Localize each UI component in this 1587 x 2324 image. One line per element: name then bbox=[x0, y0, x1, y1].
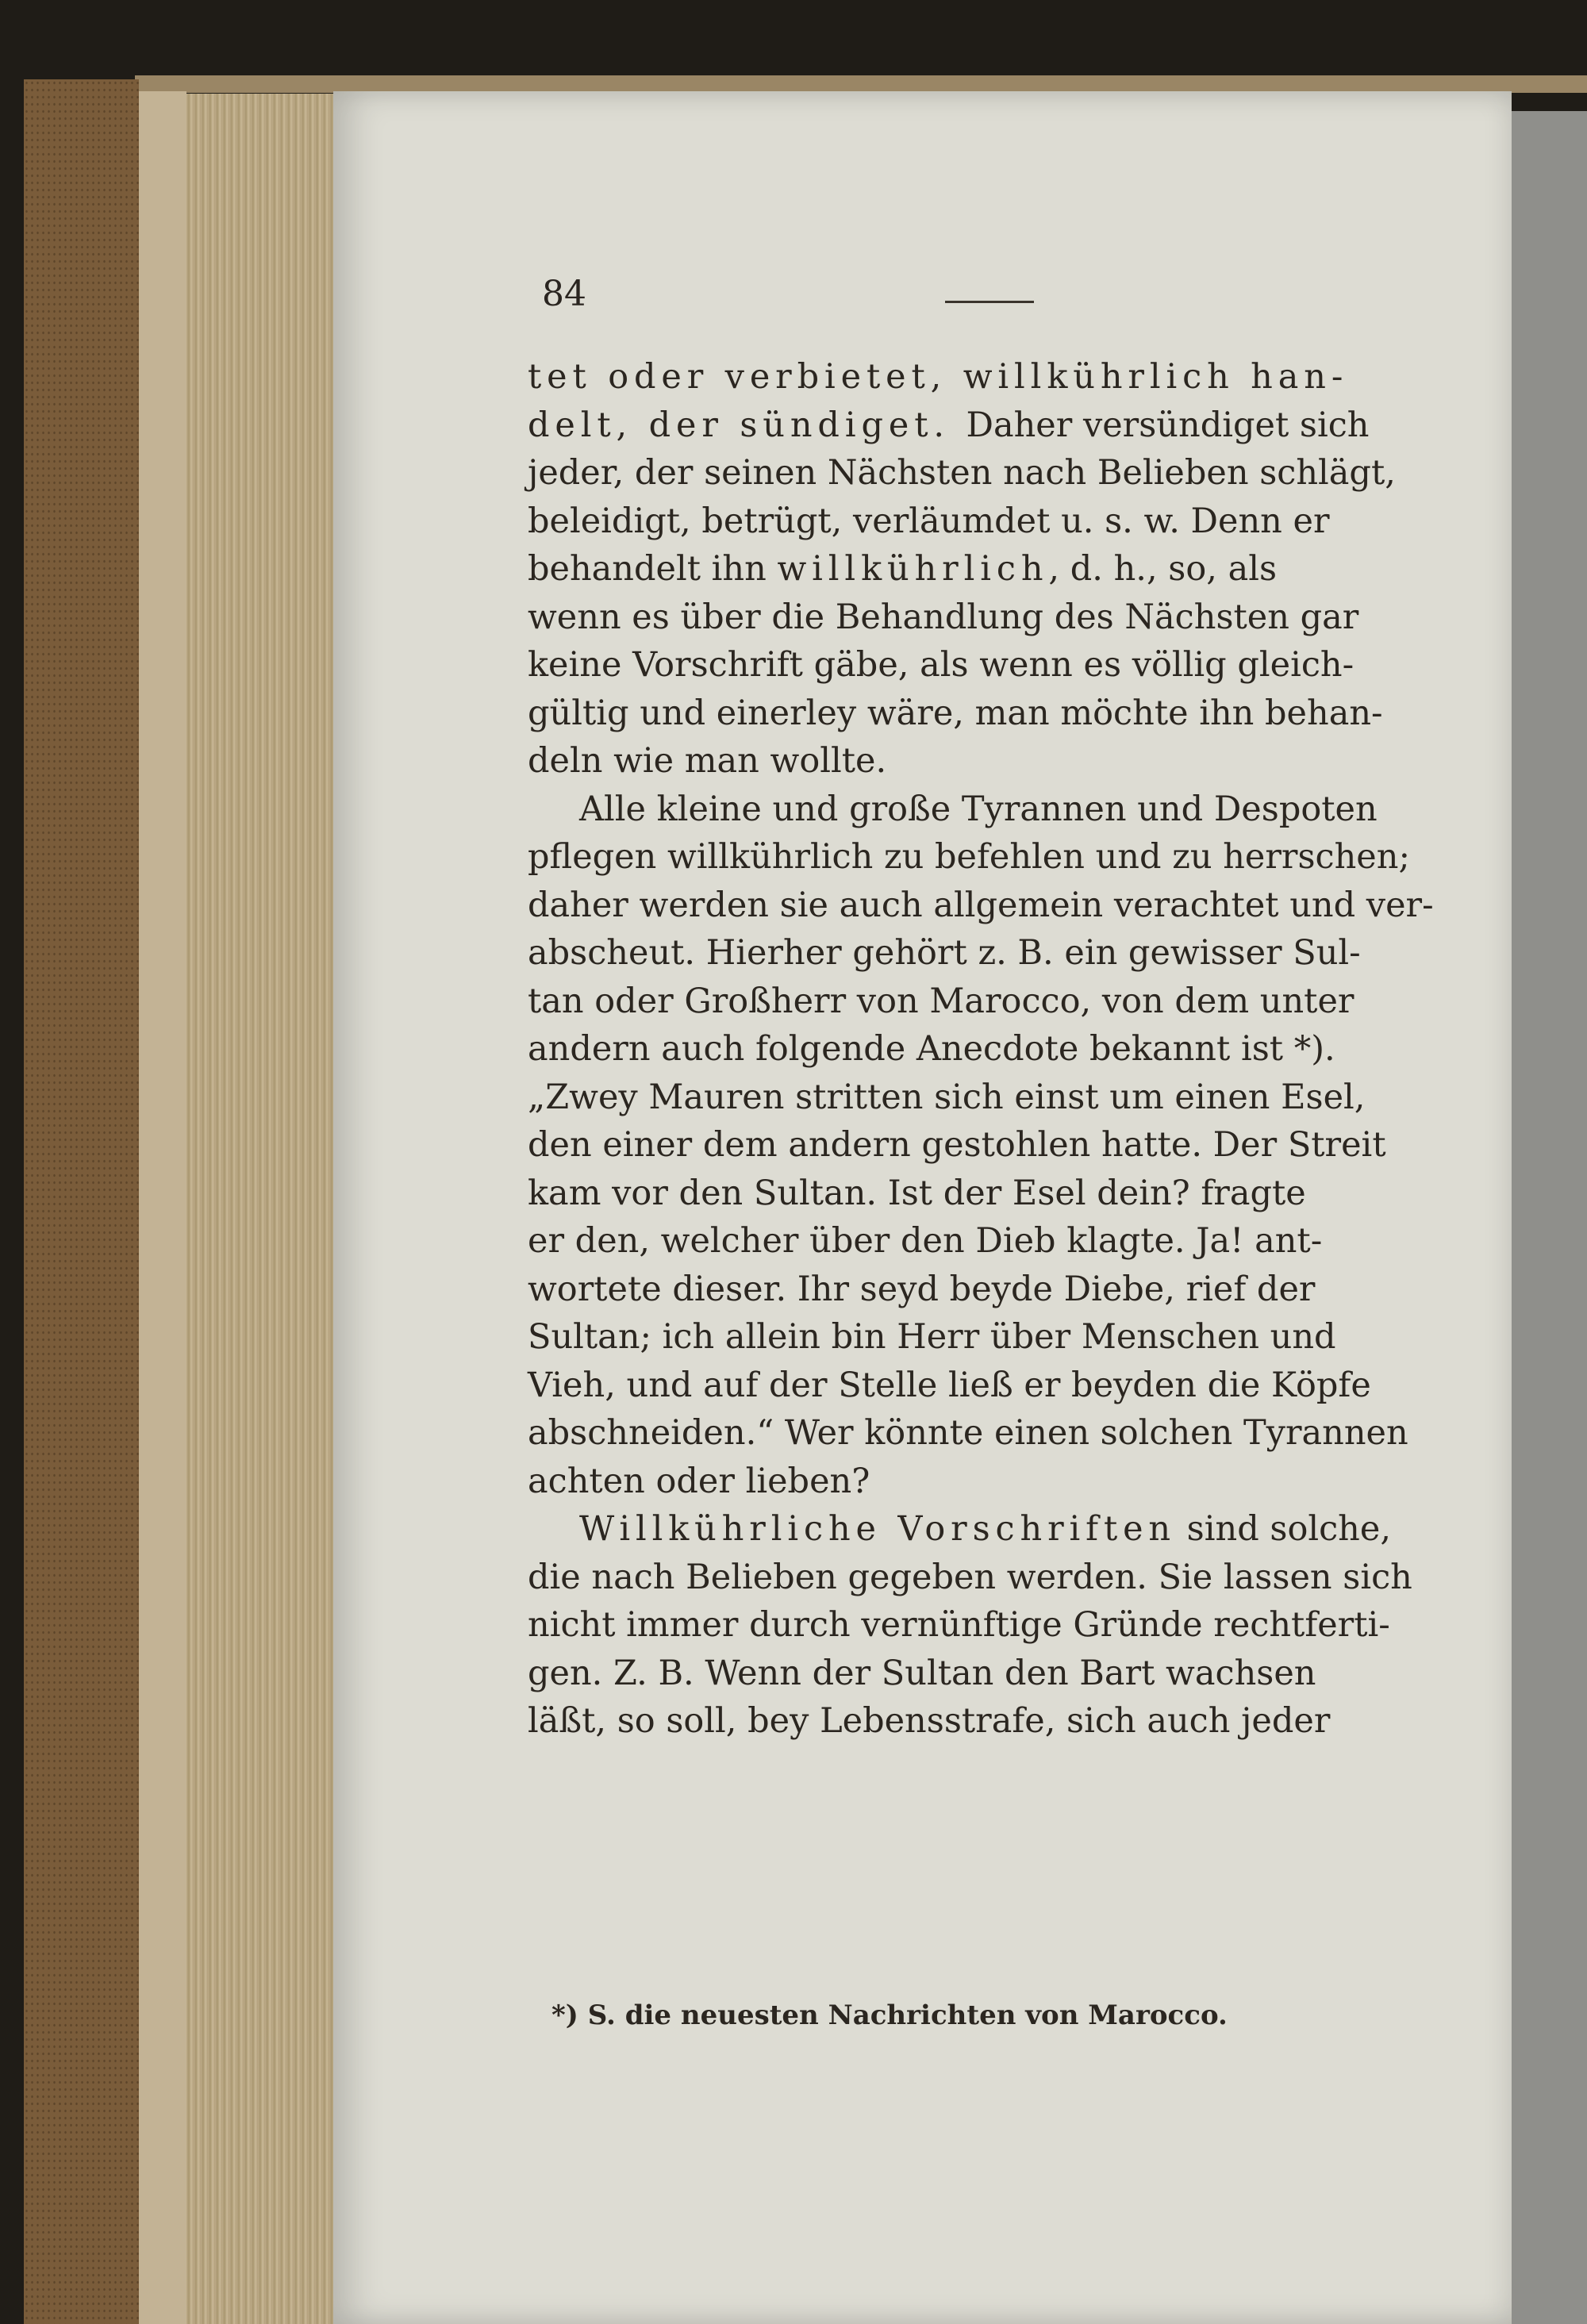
text-span: Alle kleine und große Tyrannen und Despoten bbox=[579, 789, 1378, 829]
book-top-edge bbox=[135, 75, 1587, 93]
text-span: beleidigt, betrügt, verläumdet u. s. w. Denn er bbox=[528, 501, 1330, 541]
text-span: den einer dem andern gestohlen hatte. Der Streit bbox=[528, 1125, 1386, 1165]
text-span: tan oder Großherr von Marocco, von dem unter bbox=[528, 981, 1355, 1021]
text-span: behandelt ihn bbox=[528, 549, 778, 589]
header-rule bbox=[945, 301, 1034, 303]
body-text bbox=[528, 353, 1476, 1746]
text-span: Vieh, und auf der Stelle ließ er beyden die Köpfe bbox=[528, 1365, 1371, 1405]
text-span: Sultan; ich allein bin Herr über Menschen und bbox=[528, 1317, 1336, 1357]
text-line bbox=[528, 1313, 1476, 1362]
text-span: sind solche, bbox=[1176, 1509, 1391, 1549]
emphasized-text: delt, der sündiget. bbox=[528, 405, 966, 445]
text-line bbox=[528, 1121, 1476, 1170]
text-line bbox=[528, 497, 1476, 546]
text-line bbox=[528, 1650, 1476, 1698]
text-span: abschneiden.“ Wer könnte einen solchen Tyrannen bbox=[528, 1413, 1408, 1453]
text-span: andern auch folgende Anecdote bekannt ist *). bbox=[528, 1029, 1335, 1069]
text-span: abscheut. Hierher gehört z. B. ein gewisser Sul- bbox=[528, 933, 1361, 973]
text-line bbox=[528, 1601, 1476, 1650]
emphasized-text: tet oder verbietet, bbox=[528, 357, 963, 397]
text-span: gültig und einerley wäre, man möchte ihn behan- bbox=[528, 693, 1383, 733]
text-line bbox=[528, 1170, 1476, 1218]
page-number: 84 bbox=[542, 274, 586, 314]
text-span: „Zwey Mauren stritten sich einst um einen Esel, bbox=[528, 1077, 1366, 1117]
emphasized-text: willkührlich bbox=[777, 549, 1049, 589]
text-line bbox=[528, 978, 1476, 1026]
footnote: *) S. die neuesten Nachrichten von Marocco. bbox=[551, 1999, 1228, 2031]
adjacent-page bbox=[1512, 111, 1587, 2324]
page-edges bbox=[186, 94, 333, 2324]
text-line bbox=[528, 1074, 1476, 1122]
text-line bbox=[528, 593, 1476, 642]
text-line bbox=[528, 882, 1476, 930]
text-span: , d. h., so, als bbox=[1048, 549, 1278, 589]
text-line bbox=[528, 401, 1476, 450]
text-line bbox=[528, 833, 1476, 882]
text-line bbox=[528, 1362, 1476, 1410]
text-line bbox=[528, 1217, 1476, 1266]
text-line bbox=[528, 449, 1476, 497]
text-line bbox=[528, 1554, 1476, 1602]
text-line bbox=[528, 641, 1476, 690]
text-span: kam vor den Sultan. Ist der Esel dein? fragte bbox=[528, 1173, 1306, 1213]
text-span: läßt, so soll, bey Lebensstrafe, sich auch jeder bbox=[528, 1701, 1331, 1741]
text-line bbox=[528, 1266, 1476, 1314]
book-cover-board bbox=[24, 79, 139, 2324]
emphasized-text: willkührlich han- bbox=[963, 357, 1349, 397]
text-line bbox=[528, 1505, 1476, 1554]
text-span: nicht immer durch vernünftige Gründe rechtferti- bbox=[528, 1605, 1390, 1645]
text-line bbox=[528, 1409, 1476, 1458]
text-span: wortete dieser. Ihr seyd beyde Diebe, rief der bbox=[528, 1269, 1316, 1309]
text-line bbox=[528, 690, 1476, 738]
cover-lining bbox=[139, 91, 186, 2324]
text-span: er den, welcher über den Dieb klagte. Ja! ant- bbox=[528, 1221, 1323, 1261]
text-line bbox=[528, 737, 1476, 786]
text-span: wenn es über die Behandlung des Nächsten gar bbox=[528, 597, 1359, 637]
text-span: keine Vorschrift gäbe, als wenn es völlig gleich- bbox=[528, 645, 1355, 685]
running-header bbox=[542, 274, 1462, 329]
text-span: die nach Belieben gegeben werden. Sie lassen sich bbox=[528, 1557, 1412, 1597]
text-span: achten oder lieben? bbox=[528, 1461, 870, 1501]
text-line bbox=[528, 786, 1476, 834]
text-line bbox=[528, 1025, 1476, 1074]
text-span: jeder, der seinen Nächsten nach Belieben schlägt, bbox=[528, 453, 1396, 493]
text-line bbox=[528, 1458, 1476, 1506]
emphasized-text: Willkührliche Vorschriften bbox=[579, 1509, 1177, 1549]
text-line bbox=[528, 1697, 1476, 1746]
text-span: Daher versündiget sich bbox=[966, 405, 1370, 445]
text-span: gen. Z. B. Wenn der Sultan den Bart wachsen bbox=[528, 1653, 1316, 1693]
text-span: daher werden sie auch allgemein verachtet und ver- bbox=[528, 885, 1434, 925]
text-span: pflegen willkührlich zu befehlen und zu herrschen; bbox=[528, 837, 1410, 877]
text-line bbox=[528, 353, 1476, 401]
text-line bbox=[528, 929, 1476, 978]
text-line bbox=[528, 545, 1476, 593]
text-span: deln wie man wollte. bbox=[528, 741, 887, 781]
